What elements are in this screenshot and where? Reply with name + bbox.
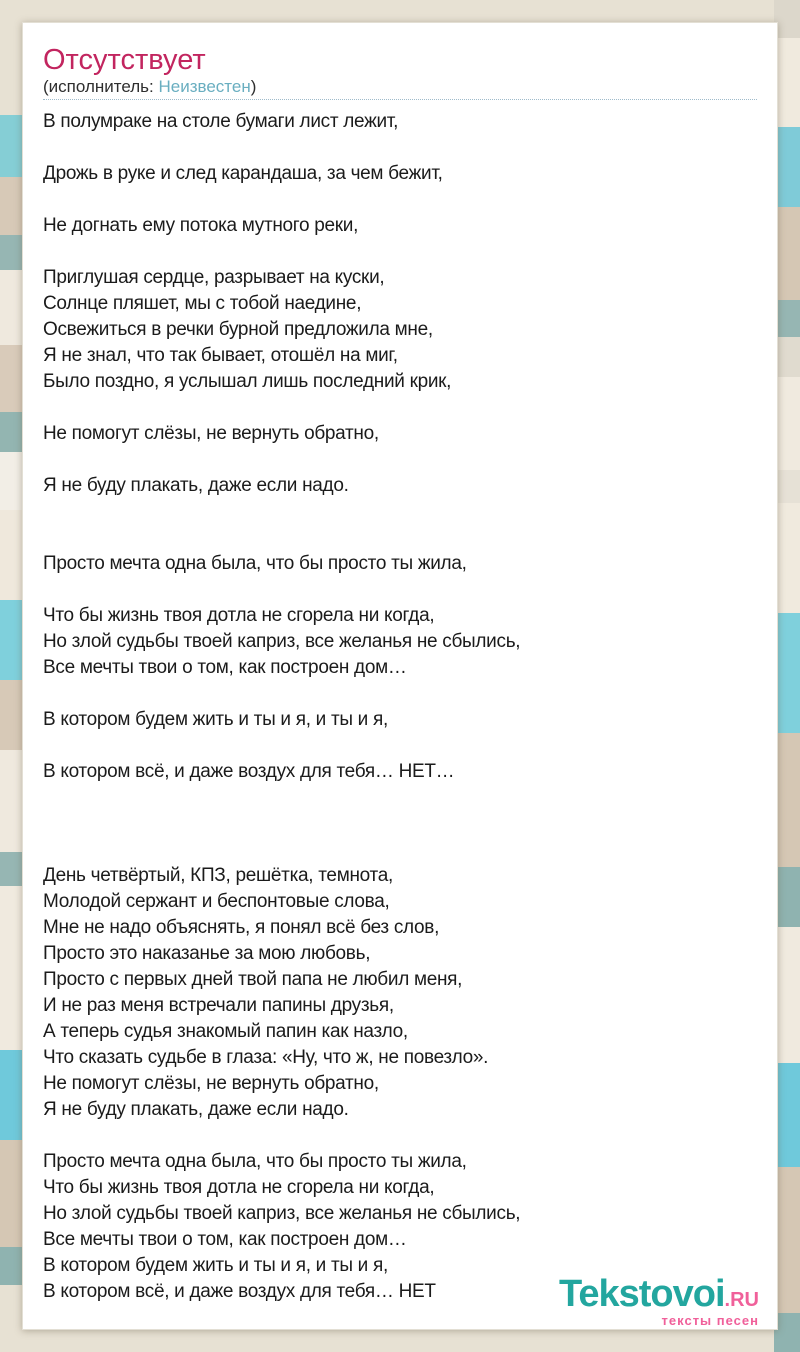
lyric-blank-line — [43, 681, 757, 707]
site-logo-wordmark — [559, 1275, 759, 1313]
lyric-line: Я не знал, что так бывает, отошёл на миг, — [43, 345, 398, 366]
lyric-line: Я не буду плакать, даже если надо. — [43, 475, 349, 496]
lyric-line: Не догнать ему потока мутного реки, — [43, 215, 359, 236]
lyric-line: В полумраке на столе бумаги лист лежит, — [43, 111, 399, 132]
lyric-blank-line — [43, 525, 757, 551]
content-card — [22, 22, 778, 1330]
song-header — [43, 43, 757, 100]
artist-prefix: (исполнитель: — [43, 77, 159, 96]
lyric-blank-line — [43, 1123, 757, 1149]
lyric-line: Освежиться в речки бурной предложила мне, — [43, 319, 433, 340]
lyric-line: Было поздно, я услышал лишь последний крик, — [43, 371, 452, 392]
lyric-line: Все мечты твои о том, как построен дом… — [43, 1229, 407, 1250]
lyric-line: Но злой судьбы твоей каприз, все желанья не сбылись, — [43, 1203, 521, 1224]
lyric-line: Просто это наказанье за мою любовь, — [43, 943, 371, 964]
lyric-line: День четвёртый, КПЗ, решётка, темнота, — [43, 865, 393, 886]
lyric-line: Не помогут слёзы, не вернуть обратно, — [43, 423, 379, 444]
lyric-blank-line — [43, 395, 757, 421]
lyric-line: Но злой судьбы твоей каприз, все желанья не сбылись, — [43, 631, 521, 652]
lyric-line: Я не буду плакать, даже если надо. — [43, 1099, 349, 1120]
lyric-line: Приглушая сердце, разрывает на куски, — [43, 267, 385, 288]
site-logo[interactable] — [559, 1275, 759, 1327]
lyric-line: Все мечты твои о том, как построен дом… — [43, 657, 407, 678]
lyric-line: Что бы жизнь твоя дотла не сгорела ни когда, — [43, 605, 435, 626]
lyric-line: В котором всё, и даже воздух для тебя… НЕТ… — [43, 761, 455, 782]
lyric-blank-line — [43, 187, 757, 213]
lyric-line: Солнце пляшет, мы с тобой наедине, — [43, 293, 362, 314]
lyric-line: В котором будем жить и ты и я, и ты и я, — [43, 709, 388, 730]
lyric-line: В котором будем жить и ты и я, и ты и я, — [43, 1255, 388, 1276]
lyric-blank-line — [43, 239, 757, 265]
lyric-blank-line — [43, 785, 757, 811]
lyric-line: А теперь судья знакомый папин как назло, — [43, 1021, 408, 1042]
lyrics-block — [43, 109, 757, 1305]
lyric-line: Что сказать судьбе в глаза: «Ну, что ж, не повезло». — [43, 1047, 489, 1068]
lyric-line: В котором всё, и даже воздух для тебя… НЕТ — [43, 1281, 436, 1302]
lyric-line: Молодой сержант и беспонтовые слова, — [43, 891, 390, 912]
lyric-blank-line — [43, 733, 757, 759]
lyric-blank-line — [43, 837, 757, 863]
lyric-line: Мне не надо объяснять, я понял всё без слов, — [43, 917, 440, 938]
artist-line — [43, 77, 757, 97]
artist-link[interactable]: Неизвестен — [158, 77, 251, 96]
lyric-blank-line — [43, 447, 757, 473]
lyric-blank-line — [43, 499, 757, 525]
site-logo-domain: .RU — [724, 1289, 759, 1311]
lyric-line: Просто с первых дней твой папа не любил меня, — [43, 969, 463, 990]
lyric-line: Просто мечта одна была, что бы просто ты жила, — [43, 1151, 467, 1172]
lyric-line: Дрожь в руке и след карандаша, за чем бежит, — [43, 163, 443, 184]
lyric-line: Что бы жизнь твоя дотла не сгорела ни когда, — [43, 1177, 435, 1198]
artist-suffix: ) — [250, 77, 257, 96]
lyric-line: И не раз меня встречали папины друзья, — [43, 995, 394, 1016]
lyric-line: Просто мечта одна была, что бы просто ты жила, — [43, 553, 467, 574]
site-logo-brand: Tekstovoi — [558, 1273, 725, 1315]
page-title: Отсутствует — [43, 44, 206, 76]
lyric-line: Не помогут слёзы, не вернуть обратно, — [43, 1073, 379, 1094]
lyric-blank-line — [43, 577, 757, 603]
site-logo-tagline: тексты песен — [661, 1313, 759, 1328]
lyric-blank-line — [43, 135, 757, 161]
lyric-blank-line — [43, 811, 757, 837]
